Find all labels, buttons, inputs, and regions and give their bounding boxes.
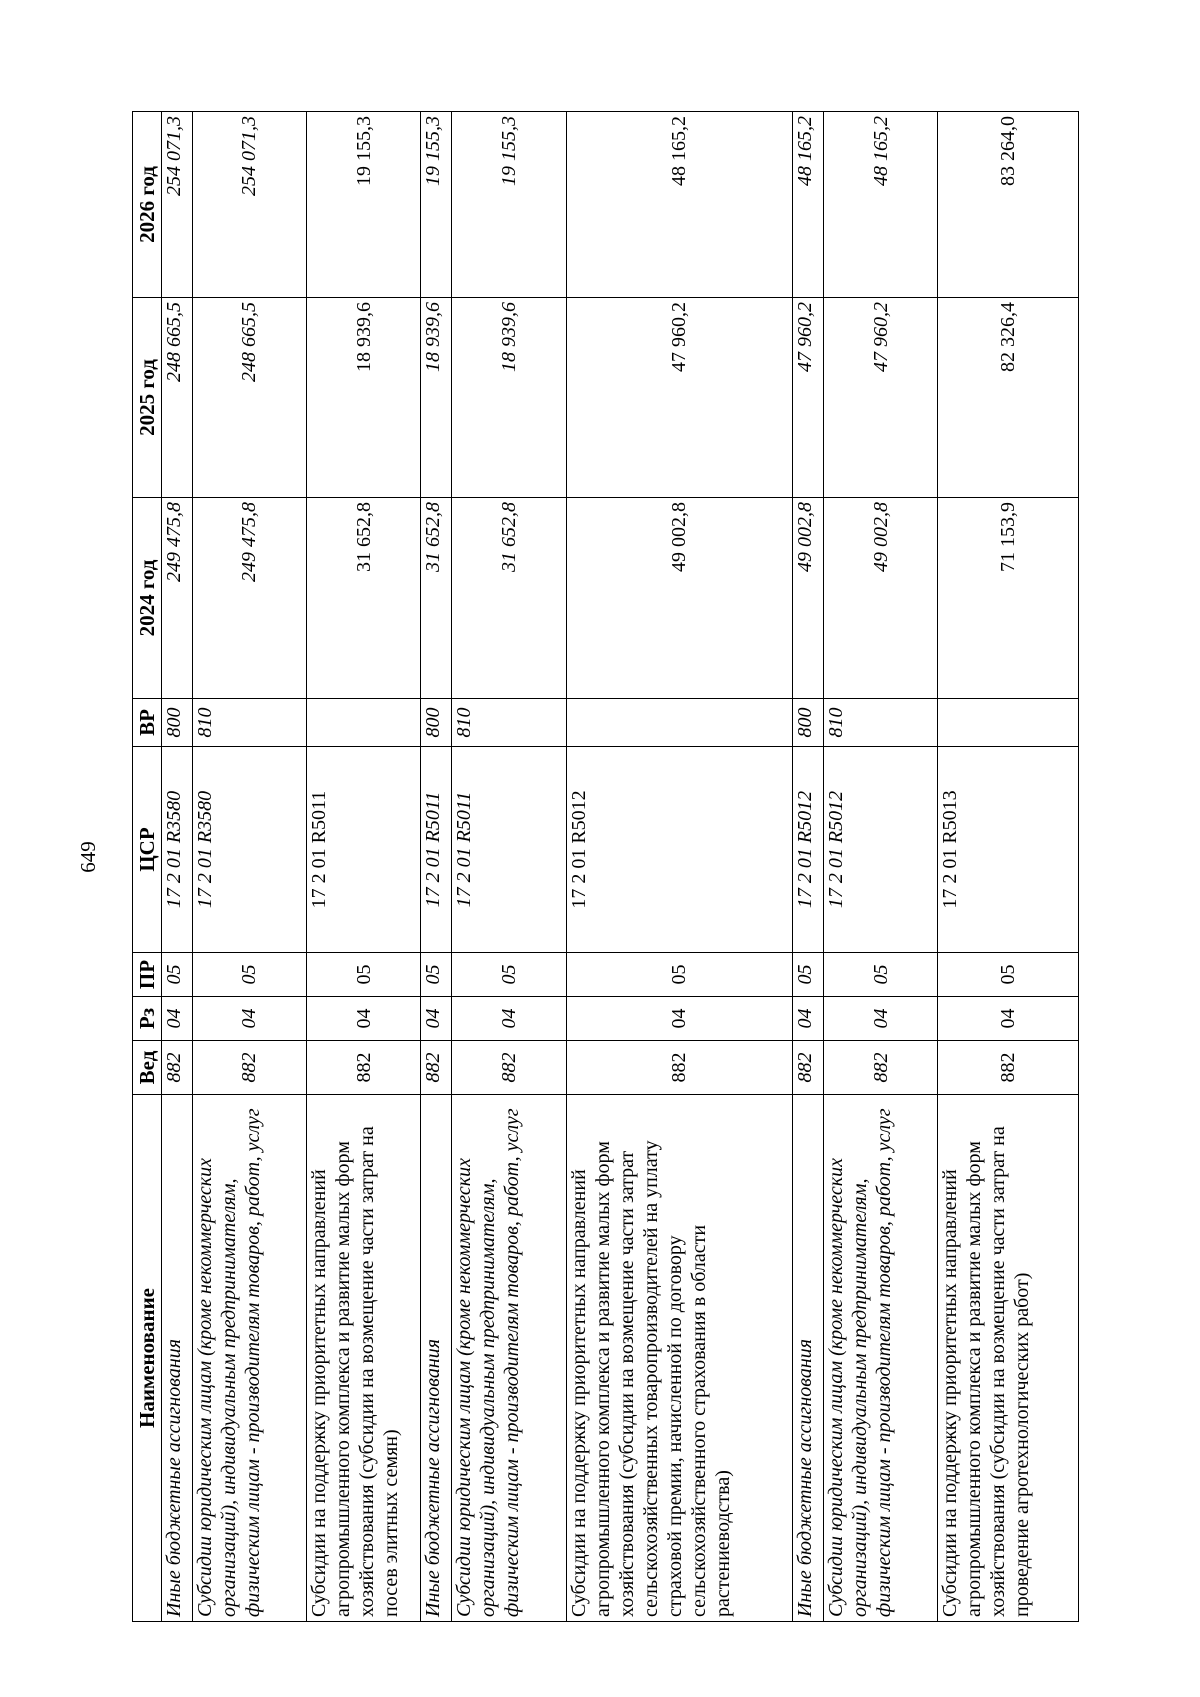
cell-2026: 254 071,3 xyxy=(162,112,193,298)
cell-2024: 49 002,8 xyxy=(823,498,937,699)
header-2024: 2024 год xyxy=(133,498,162,699)
cell-2026: 48 165,2 xyxy=(823,112,937,298)
header-ved: Вед xyxy=(133,1041,162,1095)
table-row xyxy=(823,112,937,1622)
cell-pr: 05 xyxy=(162,953,193,997)
cell-name: Субсидии на поддержку приоритетных направлений агропромышленного комплекса и развитие малых форм хозяйствования (субсидии на возмещение части затрат сельскохозяйственных товаропроизводителей на уплату страховой премии, начисленной по договору сельскохозяйственного страхования в области растениеводства) xyxy=(566,1095,793,1622)
cell-name: Субсидии юридическим лицам (кроме некоммерческих организаций), индивидуальным предпринимателям, физическим лицам - производителям товаров, работ, услуг xyxy=(192,1095,306,1622)
cell-2025: 47 960,2 xyxy=(566,298,793,498)
table-row xyxy=(192,112,306,1622)
cell-2026: 254 071,3 xyxy=(192,112,306,298)
cell-rz: 04 xyxy=(823,997,937,1041)
cell-2024: 31 652,8 xyxy=(307,498,421,699)
cell-ved: 882 xyxy=(192,1041,306,1095)
cell-name: Субсидии на поддержку приоритетных направлений агропромышленного комплекса и развитие малых форм хозяйствования (субсидии на возмещение части затрат на посев элитных семян) xyxy=(307,1095,421,1622)
cell-vr: 800 xyxy=(162,699,193,747)
table-row xyxy=(307,112,421,1622)
cell-2025: 248 665,5 xyxy=(162,298,193,498)
table-row xyxy=(566,112,793,1622)
cell-csr: 17 2 01 R5011 xyxy=(421,747,452,953)
cell-pr: 05 xyxy=(823,953,937,997)
table-row xyxy=(162,112,193,1622)
header-2025: 2025 год xyxy=(133,298,162,498)
page-number: 649 xyxy=(76,841,100,873)
cell-name: Субсидии юридическим лицам (кроме некоммерческих организаций), индивидуальным предпринимателям, физическим лицам - производителям товаров, работ, услуг xyxy=(823,1095,937,1622)
cell-2025: 248 665,5 xyxy=(192,298,306,498)
cell-2025: 47 960,2 xyxy=(793,298,824,498)
cell-csr: 17 2 01 R3580 xyxy=(162,747,193,953)
table-header-row xyxy=(133,112,162,1622)
cell-pr: 05 xyxy=(793,953,824,997)
header-name: Наименование xyxy=(133,1095,162,1622)
cell-2024: 71 153,9 xyxy=(938,498,1079,699)
cell-2026: 83 264,0 xyxy=(938,112,1079,298)
table-row xyxy=(452,112,566,1622)
cell-2026: 48 165,2 xyxy=(566,112,793,298)
cell-rz: 04 xyxy=(566,997,793,1041)
cell-csr: 17 2 01 R5012 xyxy=(823,747,937,953)
cell-vr xyxy=(938,699,1079,747)
cell-ved: 882 xyxy=(566,1041,793,1095)
cell-name: Иные бюджетные ассигнования xyxy=(162,1095,193,1622)
budget-table-rotated xyxy=(132,112,1079,1622)
cell-2026: 19 155,3 xyxy=(421,112,452,298)
cell-pr: 05 xyxy=(566,953,793,997)
cell-csr: 17 2 01 R3580 xyxy=(192,747,306,953)
cell-ved: 882 xyxy=(162,1041,193,1095)
header-csr: ЦСР xyxy=(133,747,162,953)
header-2026: 2026 год xyxy=(133,112,162,298)
table-row xyxy=(938,112,1079,1622)
cell-2024: 49 002,8 xyxy=(566,498,793,699)
budget-table xyxy=(132,111,1079,1622)
cell-2024: 49 002,8 xyxy=(793,498,824,699)
cell-2025: 18 939,6 xyxy=(421,298,452,498)
cell-pr: 05 xyxy=(307,953,421,997)
cell-2025: 82 326,4 xyxy=(938,298,1079,498)
cell-pr: 05 xyxy=(421,953,452,997)
cell-rz: 04 xyxy=(938,997,1079,1041)
cell-ved: 882 xyxy=(452,1041,566,1095)
cell-ved: 882 xyxy=(307,1041,421,1095)
cell-pr: 05 xyxy=(192,953,306,997)
cell-2026: 19 155,3 xyxy=(307,112,421,298)
cell-2024: 31 652,8 xyxy=(421,498,452,699)
cell-rz: 04 xyxy=(421,997,452,1041)
cell-vr: 810 xyxy=(452,699,566,747)
cell-rz: 04 xyxy=(793,997,824,1041)
cell-ved: 882 xyxy=(823,1041,937,1095)
cell-2025: 47 960,2 xyxy=(823,298,937,498)
cell-ved: 882 xyxy=(793,1041,824,1095)
cell-vr xyxy=(307,699,421,747)
cell-vr: 810 xyxy=(823,699,937,747)
table-row xyxy=(793,112,824,1622)
cell-name: Субсидии на поддержку приоритетных направлений агропромышленного комплекса и развитие малых форм хозяйствования (субсидии на возмещение части затрат на проведение агротехнологических работ) xyxy=(938,1095,1079,1622)
cell-csr: 17 2 01 R5012 xyxy=(793,747,824,953)
cell-rz: 04 xyxy=(192,997,306,1041)
cell-vr: 810 xyxy=(192,699,306,747)
cell-2025: 18 939,6 xyxy=(452,298,566,498)
cell-rz: 04 xyxy=(307,997,421,1041)
cell-2026: 19 155,3 xyxy=(452,112,566,298)
cell-rz: 04 xyxy=(162,997,193,1041)
cell-ved: 882 xyxy=(421,1041,452,1095)
cell-csr: 17 2 01 R5013 xyxy=(938,747,1079,953)
cell-2024: 249 475,8 xyxy=(162,498,193,699)
cell-pr: 05 xyxy=(938,953,1079,997)
cell-rz: 04 xyxy=(452,997,566,1041)
cell-csr: 17 2 01 R5011 xyxy=(307,747,421,953)
header-vr: ВР xyxy=(133,699,162,747)
cell-vr: 800 xyxy=(793,699,824,747)
cell-name: Иные бюджетные ассигнования xyxy=(793,1095,824,1622)
cell-csr: 17 2 01 R5011 xyxy=(452,747,566,953)
cell-vr xyxy=(566,699,793,747)
cell-vr: 800 xyxy=(421,699,452,747)
cell-name: Иные бюджетные ассигнования xyxy=(421,1095,452,1622)
header-rz: Рз xyxy=(133,997,162,1041)
cell-2026: 48 165,2 xyxy=(793,112,824,298)
cell-pr: 05 xyxy=(452,953,566,997)
cell-2024: 249 475,8 xyxy=(192,498,306,699)
cell-name: Субсидии юридическим лицам (кроме некоммерческих организаций), индивидуальным предпринимателям, физическим лицам - производителям товаров, работ, услуг xyxy=(452,1095,566,1622)
table-row xyxy=(421,112,452,1622)
cell-2025: 18 939,6 xyxy=(307,298,421,498)
cell-csr: 17 2 01 R5012 xyxy=(566,747,793,953)
header-pr: ПР xyxy=(133,953,162,997)
cell-2024: 31 652,8 xyxy=(452,498,566,699)
cell-ved: 882 xyxy=(938,1041,1079,1095)
